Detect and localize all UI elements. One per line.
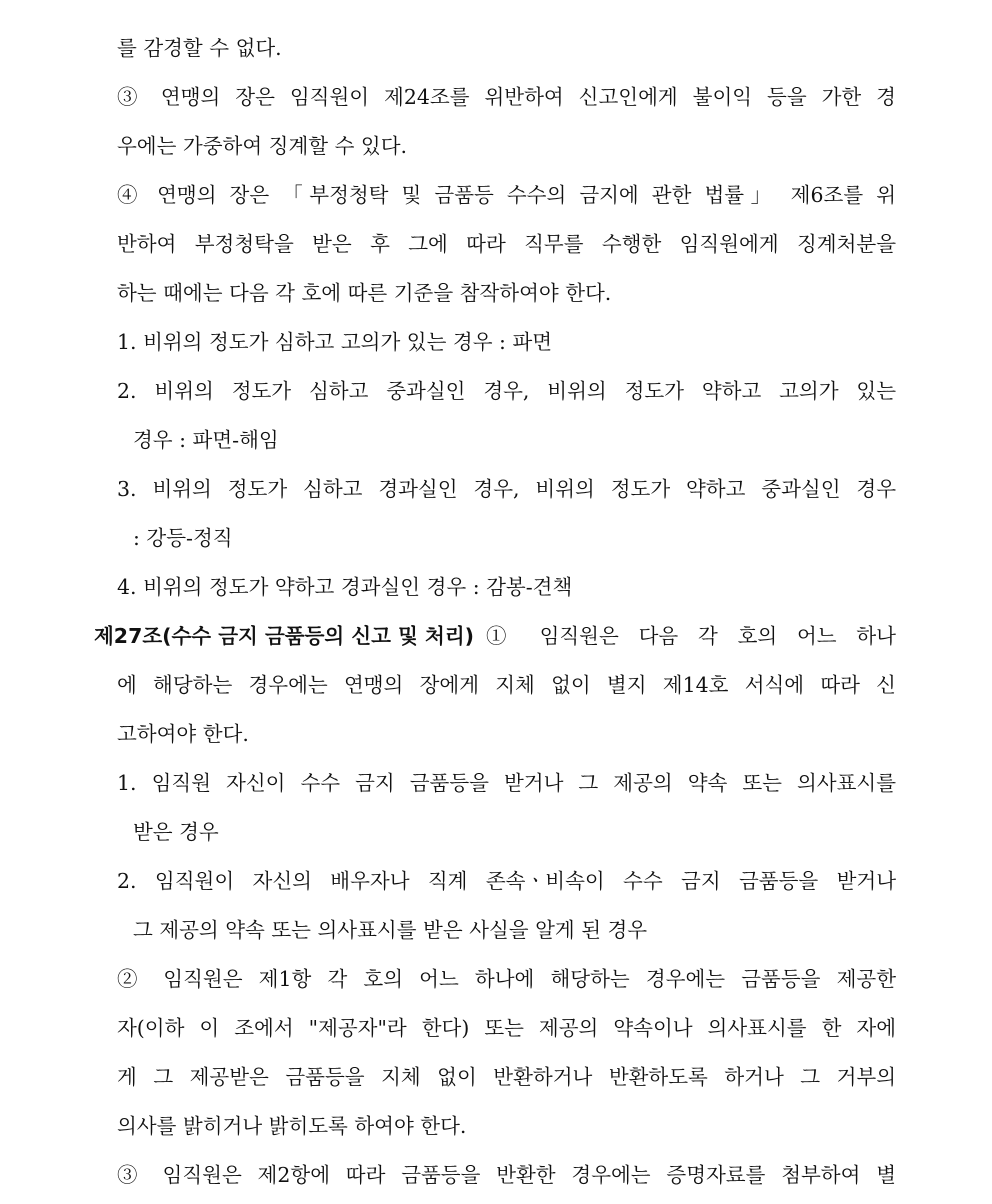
text-line-5: 반하여 부정청탁을 받은 후 그에 따라 직무를 수행한 임직원에게 징계처분을 (117, 232, 896, 256)
text-line-22: 게 그 제공받은 금품등을 지체 없이 반환하거나 반환하도록 하거나 그 거부의 (117, 1065, 896, 1089)
list-item-5-cont: 받은 경우 (133, 820, 219, 844)
text-line-4: ④ 연맹의 장은 「부정청탁 및 금품등 수수의 금지에 관한 법률」 제6조를 위 (117, 183, 896, 207)
list-item-4: 4. 비위의 정도가 약하고 경과실인 경우 : 감봉-견책 (117, 575, 573, 599)
text-line-20: ② 임직원은 제1항 각 호의 어느 하나에 해당하는 경우에는 금품등을 제공한 (117, 967, 896, 991)
text-line-23: 의사를 밝히거나 밝히도록 하여야 한다. (117, 1114, 467, 1138)
list-item-1: 1. 비위의 정도가 심하고 고의가 있는 경우 : 파면 (117, 330, 553, 354)
text-line-15: 고하여야 한다. (117, 722, 249, 746)
list-item-3: 3. 비위의 정도가 심하고 경과실인 경우, 비위의 정도가 약하고 중과실인 경우 (117, 477, 896, 501)
text-line-14: 에 해당하는 경우에는 연맹의 장에게 지체 없이 별지 제14호 서식에 따라 신 (117, 673, 896, 697)
text-line-24: ③ 임직원은 제2항에 따라 금품등을 반환한 경우에는 증명자료를 첨부하여 별 (117, 1163, 896, 1187)
text-line-2: ③ 연맹의 장은 임직원이 제24조를 위반하여 신고인에게 불이익 등을 가한 경 (117, 85, 896, 109)
list-item-3-cont: : 강등-정직 (133, 526, 233, 550)
text-line-6: 하는 때에는 다음 각 호에 따른 기준을 참작하여야 한다. (117, 281, 612, 305)
text-line-1: 를 감경할 수 없다. (117, 36, 282, 60)
text-line-21: 자(이하 이 조에서 "제공자"라 한다) 또는 제공의 약속이나 의사표시를 한 자에 (117, 1016, 896, 1040)
list-item-5: 1. 임직원 자신이 수수 금지 금품등을 받거나 그 제공의 약속 또는 의사표시를 (117, 771, 896, 795)
list-item-2: 2. 비위의 정도가 심하고 중과실인 경우, 비위의 정도가 약하고 고의가 있는 (117, 379, 896, 403)
article-27-heading: 제27조(수수 금지 금품등의 신고 및 처리) (94, 624, 474, 648)
list-item-2-cont: 경우 : 파면-해임 (133, 428, 279, 452)
list-item-6: 2. 임직원이 자신의 배우자나 직계 존속ㆍ비속이 수수 금지 금품등을 받거나 (117, 869, 896, 893)
article-27-first-clause: ① 임직원은 다음 각 호의 어느 하나 (486, 624, 896, 648)
text-line-3: 우에는 가중하여 징계할 수 있다. (117, 134, 408, 158)
list-item-6-cont: 그 제공의 약속 또는 의사표시를 받은 사실을 알게 된 경우 (133, 918, 648, 942)
article-27-line (0, 616, 992, 656)
